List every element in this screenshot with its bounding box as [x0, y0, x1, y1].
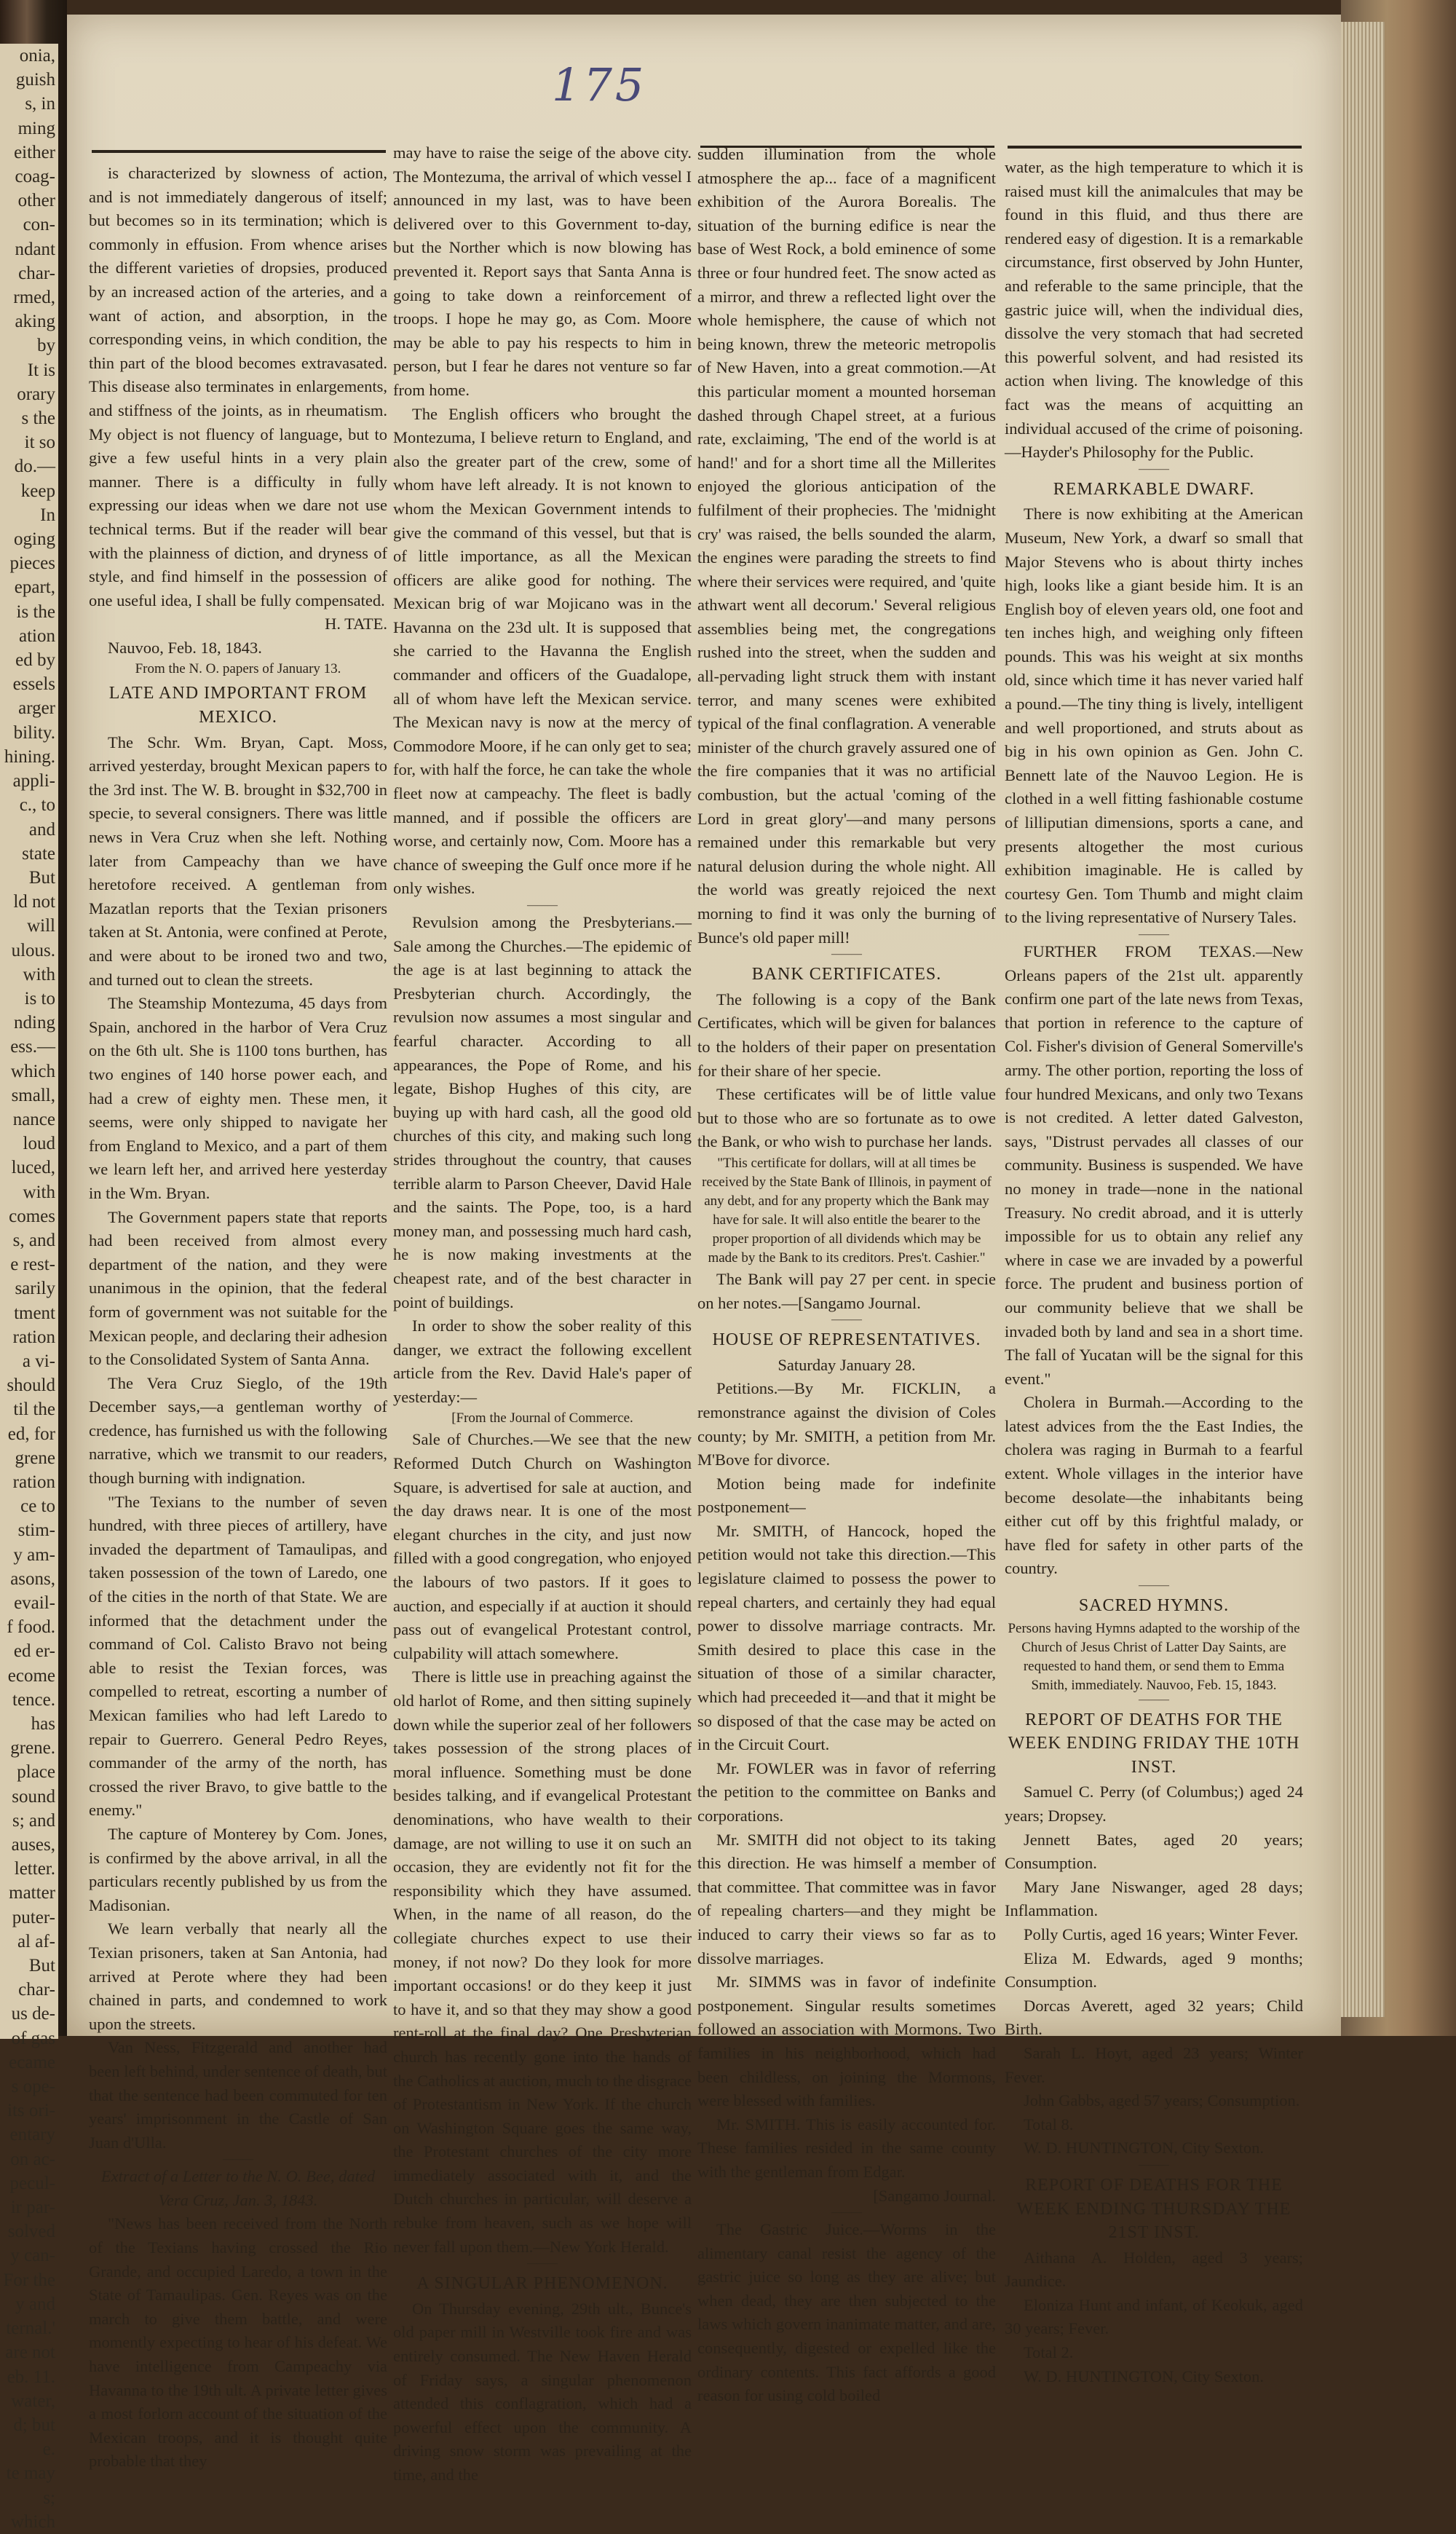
left-fragment-line: has — [31, 1714, 55, 1734]
left-fragment-line: keep — [20, 481, 55, 501]
headline: REMARKABLE DWARF. — [1053, 479, 1255, 499]
headline: SACRED HYMNS. — [1078, 1596, 1230, 1616]
separator: ——— — [1139, 1580, 1169, 1592]
paragraph: Van Ness, Fitzgerald and another had been left behind, under sentence of death, but that the sentence had been commuted for ten years' imprisonment in the Castle of San Juan d'Ulla. — [89, 2038, 387, 2152]
left-fragment-line: y am- — [13, 1544, 55, 1565]
separator: ——— — [223, 2154, 253, 2166]
left-fragment-line: hining. — [4, 746, 55, 767]
paragraph: These certificates will be of little value but to those who are so fortunate as to owe the Bank, or who wish to purchase her lands. — [697, 1085, 996, 1151]
paragraph: Samuel C. Perry (of Columbus;) aged 24 years; Dropsey. — [1005, 1783, 1303, 1825]
left-fragment-line: rmed, — [13, 288, 55, 308]
left-fragment-line: ed by — [15, 650, 55, 671]
left-fragment-line: on ac- — [10, 2149, 55, 2169]
left-fragment-line: ulous. — [11, 940, 55, 960]
paragraph: sudden illumination from the whole atmosphere the ap... face of a magnificent exhibition of the Aurora Borealis. The situation of the burning edifice is near the base of West Rock, a bold eminence of some three or four hundred feet. The snow acted as a mirror, and threw a reflected light over the whole hemisphere, the cause of which not being known, threw the meteoric metropolis of New Haven, into a great commotion.—At this particular moment a mounted horseman dashed through Chapel street, at a furious rate, exclaiming, 'The end of the world is at hand!' and for a short time all the Millerites enjoyed the glorious anticipation of the fulfilment of their prophecies. The 'midnight cry' was raised, the bells sounded the alarm, the engines were parading the streets to find where their services were required, and 'quite athwart went all decorum.' Several religious assemblies being met, the congregations rushed into the street, when the sudden and all-pervading light struck them with instant terror, and many scenes were exhibited typical of the final conflagration. A venerable minister of the church gravely assured one of the fire companies that it was no artificial combustion, but the actual 'coming of the Lord in great glory'—and many persons remained under this remarkable but very natural delusion during the whole night. All the world was greatly rejoiced the next morning to find it was only the burning of Bunce's old paper mill! — [697, 145, 996, 947]
left-fragment-line: do.— — [14, 457, 55, 477]
paragraph: The following is a copy of the Bank Certificates, which will be given for balances to the holders of their paper on presentation for their share of her specie. — [697, 990, 996, 1080]
left-fragment-line: ration — [12, 1472, 55, 1492]
left-fragment-line: s; and — [12, 1810, 55, 1831]
paragraph: In order to show the sober reality of this danger, we extract the following excellent article from the Rev. David Hale's paper of yesterday:— — [393, 1317, 692, 1406]
left-fragment-line: either — [14, 142, 55, 162]
paragraph: John Gabbs, aged 57 years; Consumption. — [1024, 2091, 1300, 2110]
column-1 — [89, 162, 387, 2471]
column-4 — [1005, 156, 1303, 2385]
left-fragment-line: essels — [12, 674, 55, 695]
paragraph: FURTHER FROM TEXAS.—New Orleans papers of the 21st ult. apparently confirm one part of the late news from Texas, that portion in reference to the capture of Col. Fisher's division of General Somerville's army. The other portion, reporting the loss of four hundred Mexicans, and only two Texans is not credited. A letter dated Galveston, says, "Distrust pervades all classes of our community. Business is suspended. We have no money in trade—none in the national Treasury. No credit abroad, and it is utterly impossible for us to obtain any relief any where in case we are invaded by a powerful force. The prudent and business portion of our community believe that we shall be invaded both by land and sea in a short time. The fall of Yucatan will be the signal for this event." — [1005, 942, 1303, 1388]
paragraph: Mr. SMITH did not object to its taking this direction. He was himself a member of that committee. That committee was in favor of repealing charters—and they might be induced to carry their views so far as to dissolve marriages. — [697, 1830, 996, 1967]
paragraph: Mr. SMITH, of Hancock, hoped the petition would not take this direction.—This legislature claimed to possess the power to repeal charters, and certainly they had equal power to dissolve marriage contracts. Mr. Smith desired to place this case in the situation of those of a similar character, which had preceeded it—and that it might be so disposed of that the case may be acted on in the Circuit Court. — [697, 1521, 996, 1754]
separator: ——— — [1139, 463, 1169, 475]
paragraph: is characterized by slowness of action, and is not immediately dangerous of itself; but becomes so in its termination; which is commonly in effusion. From whence arises the different varieties of dropsies, produced by an increased action of the arteries, and a want of action, and absorption, in the corresponding veins, in which condition, the thin part of the blood becomes extravasated. This disease also terminates in enlargements, and stiffness of the joints, as in rheumatism. My object is not fluency of language, but to give a few useful hints in a very plain manner. There is a difficulty in fully expressing our ideas when we dare not use technical terms. But if the reader will bear with the plainness of diction, and dryness of style, and find himself in the possession of one useful idea, I shall be fully compensated. — [89, 164, 387, 609]
left-fragment-line: ed er- — [13, 1641, 55, 1662]
left-fragment-line: sound — [12, 1786, 55, 1807]
paragraph: Jennett Bates, aged 20 years; Consumption. — [1005, 1830, 1303, 1873]
left-fragment-line: s the — [21, 408, 55, 429]
paragraph: Cholera in Burmah.—According to the latest advices from the the East Indies, the cholera was raging in Burmah to a fearful extent. Whole villages in the interior have become desolate—the inhabitants being either cut off by this frightful malady, or have fled for safety in other parts of the country. — [1005, 1393, 1303, 1578]
left-fragment-line: ess.— — [10, 1037, 55, 1057]
left-fragment-line: tence. — [12, 1689, 55, 1710]
left-fragment-line: are not — [5, 2342, 55, 2363]
left-fragment-line: pieces — [9, 553, 55, 574]
left-fragment-line: til the — [13, 1400, 55, 1420]
paragraph: The Steamship Montezuma, 45 days from Spain, anchored in the harbor of Vera Cruz on the 6th ult. She is 1100 tons burthen, has two engines of 140 horse power each, and had a crew of eighty men. These men, it seems, were only shipped to navigate her from England to Mexico, and a part of them we learn left her, and arrived here yesterday in the Wm. Bryan. — [89, 994, 387, 1202]
paragraph: Aithana A. Holden, aged 3 years; Jaundice. — [1005, 2248, 1303, 2291]
left-fragment-line: char- — [18, 1980, 55, 2000]
column-rule-1 — [92, 150, 386, 153]
paragraph: The Schr. Wm. Bryan, Capt. Moss, arrived yesterday, brought Mexican papers to the 3rd inst. The W. B. brought in $32,700 in specie, to several consigners. There was little news in Vera Cruz when she left. Nothing later from Campeachy than we have heretofore received. A gentleman from Mazatlan reports that the Texian prisoners taken at St. Antonia, were confined at Perote, and were about to be ironed two and two, and turned out to clean the streets. — [89, 733, 387, 989]
left-fragment-line: small, — [11, 1085, 55, 1105]
paragraph: Mary Jane Niswanger, aged 28 days; Inflammation. — [1005, 1877, 1303, 1920]
paragraph: The Bank will pay 27 per cent. in specie on her notes.—[Sangamo Journal. — [697, 1269, 996, 1312]
dateline: Extract of a Letter to the N. O. Bee, dated Vera Cruz, Jan. 3, 1843. — [100, 2167, 376, 2209]
left-fragment-line: e rest- — [10, 1255, 55, 1275]
left-fragment-line: nding — [14, 1013, 55, 1033]
left-fragment-line: comes — [9, 1206, 55, 1226]
left-fragment-line: with — [23, 964, 55, 984]
left-fragment-line: it so — [24, 433, 55, 453]
paragraph: The Vera Cruz Sieglo, of the 19th December says,—a gentleman worthy of credence, has furnished us with the following narrative, which we transmit to our readers, though burning with indignation. — [89, 1373, 387, 1488]
left-fragment-line: ir par- — [10, 2198, 55, 2218]
small-note: [From the Journal of Commerce. — [451, 1410, 633, 1426]
left-fragment-line: But — [28, 1956, 55, 1976]
left-fragment-line: epart, — [14, 577, 55, 598]
left-fragment-line: grene — [15, 1448, 55, 1468]
left-fragment-line: onia, — [19, 46, 55, 66]
left-fragment-line: y can- — [10, 2246, 55, 2266]
left-fragment-line: c., to — [19, 795, 55, 816]
book-edge — [1341, 0, 1456, 2036]
headline: REPORT OF DEATHS FOR THE WEEK ENDING FRIDAY THE 10TH INST. — [1008, 1710, 1300, 1777]
paragraph: Total 2. — [1024, 2343, 1074, 2362]
left-fragment-line: water, — [11, 2391, 55, 2411]
left-fragment-line: In — [40, 505, 55, 525]
left-page-fragment — [0, 44, 58, 2532]
left-fragment-line: evail- — [14, 1593, 55, 1613]
column-2 — [393, 141, 692, 2484]
paragraph: The Gastric Juice.—Worms in the alimentary canal resist the agency of the gastric juice so long as they are alive; but when dead, they are then subjected to the laws which govern inanimate matter, and are, consequently, digested or expelled like the ordinary contents. This fact affords a good reason for using cold boiled — [697, 2220, 996, 2405]
small-note: "This certificate for dollars, will at all times be received by the State Bank of Illinois, in payment of any debt, and for any property which the Bank may have for sale. It will also entitle the bearer to the proper proportion of all dividends which may be made by the Bank to its creditors. Pres't. Cashier." — [702, 1155, 992, 1266]
paragraph: We learn verbally that nearly all the Texian prisoners, taken at San Antonia, had arrived at Perote where they had been chained in parts, and condemned to work upon the streets. — [89, 1919, 387, 2033]
left-fragment-line: appli- — [12, 771, 55, 792]
paragraph: "News has been received from the North of the Texians having crossed the Rio Grande, and occupied Laredo, a town in the State of Tamaulipas. Gen. Reyes was on the march to give them battle, and were momently expecting to hear of his defeat. We have intelligence from Campeachy via Havanna to the 19th ult. A private letter gives a most forlorn account of the situation of the Mexican troops, and it is thought quite probable that they — [89, 2214, 387, 2471]
left-fragment-line: and — [28, 819, 55, 840]
left-fragment-line: con- — [23, 215, 55, 235]
left-fragment-line: entary — [9, 2125, 55, 2145]
left-fragment-line: sarily — [15, 1279, 55, 1299]
left-fragment-line: other — [17, 191, 55, 211]
paragraph: There is little use in preaching against the old harlot of Rome, and then sitting supinely down while the superior zeal of her followers takes possession of the strong places of moral influence. Something must be done besides talking, and if evangelical Protestant denominations, who have wealth to their damage, are not willing to use it on such an occasion, they are evidently not fit for the responsibility which they have assumed. When, in the name of all reason, do the collegiate churches expect to use their money, if not now? Do they look for more important occasions! or do they keep it just to have it, and so that they may show a good rent-roll at the final day? One Presbyterian church has recently gone into the hands of the Catholics at auction, much to the disgrace of Protestantism in New York. If the church on Washington Square goes the same way, the Protestant churches of the city more immediately associated with it, and the Dutch churches in particular, will deserve a rebuke from heaven, such as we hope will never fall upon them.—New York Herald. — [393, 1667, 692, 2256]
left-fragment-line: us de- — [11, 2004, 55, 2024]
separator: ——— — [1139, 929, 1169, 940]
separator: ——— — [831, 949, 862, 960]
left-fragment-line: grene. — [10, 1738, 55, 1759]
paragraph: W. D. HUNTINGTON, City Sexton. — [1024, 2139, 1264, 2158]
paragraph: may have to raise the seige of the above city. The Montezuma, the arrival of which vessel I announced in my last, was to have been delivered over to this Government to-day, but the Norther which is now blowing has prevented it. Report says that Santa Anna is going to take down a reinforcement of troops. I hope he may go, as Com. Moore may be able to pay his respects to him in person, but I fear he dares not venture so far from home. — [393, 143, 692, 399]
paragraph: There is now exhibiting at the American Museum, New York, a dwarf so small that Major Stevens who is about thirty inches high, looks like a giant beside him. It is an English boy of eleven years old, one foot and ten inches high, and weighing only fifteen pounds. This was his weight at six months old, since which time it has never varied half a pound.—The tiny thing is lively, intelligent and well proportioned, and struts about as big in his own opinion as Gen. John C. Bennett late of the Nauvoo Legion. He is clothed in a well fitting fashionable costume of lilliputian dimensions, sports a cane, and presents altogether the most curious exhibition imaginable. He is called by courtesy Gen. Tom Thumb and might claim to the living representative of Nursery Tales. — [1005, 505, 1303, 927]
signature: [Sangamo Journal. — [873, 2186, 996, 2205]
left-fragment-line: e. — [42, 2439, 55, 2460]
small-note: Persons having Hymns adapted to the worship of the Church of Jesus Christ of Latter Day Saints, are requested to hand them, or send them to Emma Smith, immediately. Nauvoo, Feb. 15, 1843. — [1008, 1620, 1300, 1693]
paragraph: Mr. FOWLER was in favor of referring the petition to the committee on Banks and corporations. — [697, 1759, 996, 1825]
left-fragment-line: d; but — [13, 2415, 55, 2435]
left-fragment-line: ndant — [15, 239, 55, 259]
paragraph: Mr. SMITH. This is easily accounted for. These families resided in the same county with the gentleman from Edgar. — [697, 2115, 996, 2181]
headline: BANK CERTIFICATES. — [751, 965, 942, 984]
left-fragment-line: s, in — [25, 94, 55, 114]
left-fragment-line: by — [37, 336, 55, 356]
left-fragment-line: s; which — [10, 2487, 55, 2532]
left-fragment-line: ming — [17, 118, 55, 138]
left-fragment-line: stim- — [17, 1520, 55, 1541]
paragraph: On Thursday evening, 29th ult., Bunce's old paper mill in Westville took fire and was entirely consumed. The New Haven Herald of Friday says, a singular phenomenon attended this conflagration, which had a powerful effect upon the community. A driving snow storm was prevailing at the time, and the — [393, 2299, 692, 2484]
left-fragment-line: orary — [17, 384, 55, 404]
left-fragment-line: bility. — [13, 722, 55, 743]
left-fragment-line: pecul- — [9, 2173, 55, 2193]
paragraph: Eloniza Hunt and infant, of Keokuk, aged 30 years; Fever. — [1005, 2295, 1303, 2338]
paragraph: The English officers who brought the Montezuma, I believe return to England, and also the greater part of the crew, some of whom have left already. It is not known to whom the Mexican Government intends to give the command of this vessel, but that is of little importance, as all the Mexican officers are alike good for nothing. The Mexican brig of war Mojicano was in the Havanna on the 23d ult. It is supposed that she carried to the Havanna the English commander and officers of the Guadalope, all of whom have left the Mexican service. The Mexican navy is now at the mercy of Commodore Moore, if he can only get to sea; for, with half the force, he can take the whole fleet now at campeachy. The fleet is badly manned, and if possible the officers are worse, and certainly now, Com. Moore has a chance of sweeping the Gulf once more if he only wishes. — [393, 404, 692, 898]
left-fragment-line: is to — [24, 988, 55, 1009]
column-3 — [697, 143, 996, 2405]
paragraph: "The Texians to the number of seven hundred, with three pieces of artillery, have invaded the department of Tamaulipas, and taken possession of the town of Laredo, one of the cities in the north of that State. We are informed that the detachment under the command of Col. Calisto Bravo not being able to resist the Texian forces, was compelled to retreat, escorting a number of Mexican families who had left Laredo to repair to Guerrero. General Pedro Reyes, commander of the army of the north, has crossed the river Bravo, to give battle to the enemy." — [89, 1492, 387, 1820]
left-fragment-line: solved — [7, 2222, 55, 2242]
separator: ——— — [1139, 1694, 1169, 1705]
left-fragment-line: ecome — [7, 1665, 55, 1686]
left-fragment-line: of gas — [11, 2028, 55, 2048]
paragraph: Polly Curtis, aged 16 years; Winter Fever. — [1024, 1925, 1299, 1943]
handwritten-page-number: 175 — [552, 58, 647, 111]
left-fragment-line: matter — [9, 1883, 55, 1903]
left-fragment-line: It is — [27, 360, 55, 380]
paragraph: W. D. HUNTINGTON, City Sexton. — [1024, 2367, 1264, 2385]
headline: REPORT OF DEATHS FOR THE WEEK ENDING THURSDAY THE 21ST INST. — [1016, 2175, 1291, 2243]
paragraph: Mr. SIMMS was in favor of indefinite postponement. Singular results sometimes followed an association with Mormons. Two families in his neighborhood, which had been childless, on joining the Mormons, were blessed with families. — [697, 1973, 996, 2110]
left-fragment-line: coag- — [15, 167, 55, 187]
paragraph: Eliza M. Edwards, aged 9 months; Consumption. — [1005, 1949, 1303, 1992]
paragraph: water, as the high temperature to which it is raised must kill the animalcules that may be found in this fluid, and thus there are rendered easy of digestion. It is a remarkable circumstance, first observed by John Hunter, and referable to the same principle, that the gastric juice will, when the individual dies, dissolve the very stomach that had secreted this powerful solvent, and had resisted its action when living. The knowledge of this fact was the means of acquitting an individual accused of the crime of poisoning.—Hayder's Philosophy for the Public. — [1005, 158, 1303, 462]
separator: ——— — [527, 2258, 558, 2270]
left-fragment-line: loud — [23, 1134, 55, 1154]
paragraph: Petitions.—By Mr. FICKLIN, a remonstrance against the division of Coles county; by Mr. SMITH, a petition from Mr. M'Bove for divorce. — [697, 1379, 996, 1469]
column-rule-4 — [1008, 146, 1302, 149]
left-fragment-line: a vi- — [22, 1351, 55, 1371]
left-fragment-line: ation — [19, 625, 55, 646]
left-fragment-line: eb. 11. — [7, 2367, 55, 2387]
left-fragment-line: will — [27, 916, 55, 936]
left-fragment-line: nance — [12, 1109, 55, 1129]
left-fragment-line: char- — [18, 263, 55, 283]
left-fragment-line: oging — [14, 529, 55, 550]
paragraph: The capture of Monterey by Com. Jones, is confirmed by the above arrival, in all the particulars recently published by us from the Madisonian. — [89, 1824, 387, 1914]
separator: ——— — [831, 2207, 862, 2219]
paragraph: Dorcas Averett, aged 32 years; Child Birth. — [1005, 1996, 1303, 2039]
paragraph: Total 8. — [1024, 2115, 1074, 2134]
left-fragment-line: place — [17, 1762, 55, 1783]
left-fragment-line: luced, — [11, 1158, 55, 1178]
paragraph: Revulsion among the Presbyterians.—Sale among the Churches.—The epidemic of the age is at last beginning to attack the Presbyterian church. Accordingly, the revulsion now assumes a most singular and fearful character. According to all appearances, the Pope of Rome, and his legate, Bishop Hughes of this city, are buying up with hard cash, all the good old churches of this city, and making such long strides throughout the country, that causes terrible alarm to Parson Cheever, David Hale and the saints. The Pope, too, is a hard money man, and possessing much hard cash, he is now making investments at the cheapest rate, and of the best character in point of buildings. — [393, 913, 692, 1311]
left-fragment-line: For the — [3, 2270, 55, 2290]
left-fragment-line: ed, for — [7, 1424, 55, 1444]
paragraph: The Government papers state that reports had been received from almost every department of the nation, and they were unanimous in the opinion, that the federal form of government was not suitable for the Mexican people, and declaring their adhesion to the Consolidated System of Santa Anna. — [89, 1207, 387, 1369]
left-fragment-line: s, and — [12, 1230, 55, 1250]
left-fragment-line: y and — [15, 2294, 55, 2314]
left-fragment-line: ration — [12, 1327, 55, 1347]
left-fragment-line: al af- — [17, 1931, 55, 1951]
separator: ——— — [527, 900, 558, 911]
left-fragment-line: puter- — [12, 1907, 55, 1927]
left-fragment-line: ce to — [20, 1496, 55, 1517]
left-fragment-line: letter. — [14, 1859, 55, 1879]
left-fragment-line: aking — [15, 312, 55, 332]
left-fragment-line: which — [10, 1061, 55, 1081]
left-fragment-line: ecame — [9, 2052, 55, 2072]
left-fragment-line: f food. — [7, 1617, 55, 1638]
paragraph: Motion being made for indefinite postponement— — [697, 1474, 996, 1517]
left-fragment-line: te may — [6, 2463, 55, 2484]
left-fragment-line: s ope- — [11, 2077, 55, 2097]
headline: A SINGULAR PHENOMENON. — [416, 2274, 668, 2294]
separator: ——— — [831, 1314, 862, 1326]
left-fragment-line: But — [28, 867, 55, 888]
left-fragment-line: guish — [15, 70, 55, 90]
signature: H. TATE. — [325, 615, 387, 634]
paragraph: Sarah L. Hoyt, aged 23 years; Winter Fever. — [1005, 2043, 1303, 2086]
headline: LATE AND IMPORTANT FROM MEXICO. — [108, 684, 368, 727]
paragraph: Nauvoo, Feb. 18, 1843. — [108, 638, 262, 657]
headline: HOUSE OF REPRESENTATIVES. — [712, 1330, 981, 1350]
left-fragment-line: tment — [14, 1303, 55, 1323]
left-fragment-line: arger — [18, 698, 55, 719]
left-fragment-line: should — [7, 1375, 55, 1396]
left-fragment-line: ternal.' — [6, 2318, 55, 2339]
small-note: From the N. O. papers of January 13. — [135, 661, 341, 677]
left-fragment-line: asons, — [10, 1568, 55, 1589]
left-fragment-line: ld not — [13, 892, 55, 912]
dateline: Saturday January 28. — [778, 1355, 916, 1374]
left-fragment-line: is the — [16, 601, 55, 622]
left-fragment-line: auses, — [11, 1835, 55, 1855]
left-fragment-line: with — [23, 1182, 55, 1202]
left-fragment-line: its ori- — [7, 2101, 55, 2121]
left-fragment-line: state — [22, 843, 55, 864]
paragraph: Sale of Churches.—We see that the new Reformed Dutch Church on Washington Square, is advertised for sale at auction, and the day draws near. It is one of the most elegant churches in the city, and just now filled with a good congregation, who enjoyed the labours of two pastors. If it goes to auction, and especially if at auction it should pass out of evangelical Protestant control, culpability will attach somewhere. — [393, 1430, 692, 1662]
separator: ——— — [1139, 2159, 1169, 2171]
